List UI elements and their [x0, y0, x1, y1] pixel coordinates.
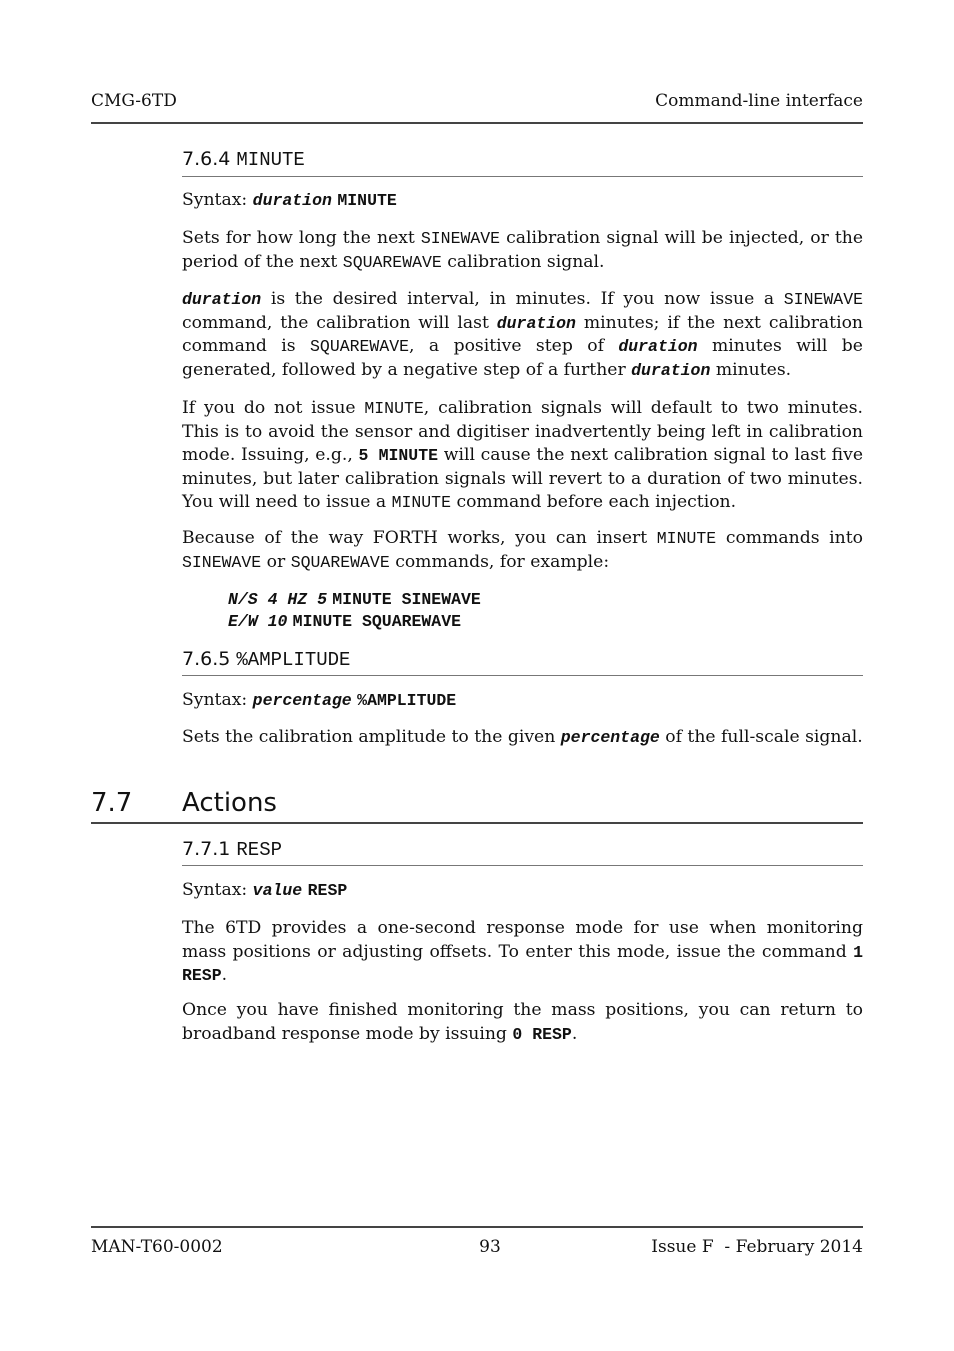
subsection-heading-7-6-5 — [182, 648, 350, 671]
syntax-line — [182, 190, 397, 210]
paragraph: Once you have finished monitoring the mass positions, you can return to broadband response mode by issuing 0 RESP. — [182, 1000, 863, 1044]
paragraph: If you do not issue MINUTE, calibration signals will default to two minutes. This is to avoid the sensor and digitiser inadvertently being left in calibration mode. Issuing, e.g., 5 MINUTE will cause the next calibration signal to last five minutes, but later calibration signals will revert to a duration of two minutes. You will need to issue a MINUTE command before each injection. — [182, 398, 864, 513]
header-doc-id: CMG-6TD — [91, 91, 177, 111]
paragraph: Sets the calibration amplitude to the given percentage of the full-scale signal. — [182, 727, 863, 747]
section-title: Actions — [182, 788, 277, 818]
subsection-rule — [182, 675, 863, 676]
header-rule — [91, 122, 863, 124]
syntax-line — [182, 690, 456, 710]
subsection-rule — [182, 176, 863, 177]
syntax-keyword: %AMPLITUDE — [357, 691, 457, 710]
paragraph: duration is the desired interval, in minutes. If you now issue a SINEWAVE command, the calibration will last duration minutes; if the next calibration command is SQUAREWAVE, a positive step of duration minutes will be generated, followed by a negative step of a further duration minutes. — [182, 289, 863, 380]
syntax-arg: value — [252, 881, 303, 900]
subsection-heading-7-7-1 — [182, 838, 282, 861]
syntax-keyword: RESP — [307, 881, 348, 900]
subsection-keyword: %AMPLITUDE — [236, 649, 351, 671]
code-example-line: N/S 4 HZ 5 MINUTE SINEWAVE — [228, 590, 481, 609]
paragraph: The 6TD provides a one-second response mode for use when monitoring mass positions or adjusting offsets. To enter this mode, issue the command 1 RESP. — [182, 918, 863, 986]
subsection-number: 7.6.4 — [182, 148, 231, 170]
syntax-keyword: MINUTE — [337, 191, 397, 210]
subsection-keyword: RESP — [236, 839, 283, 861]
subsection-keyword: MINUTE — [236, 149, 305, 171]
footer-doc-number: MAN-T60-0002 — [91, 1237, 223, 1257]
syntax-label: Syntax: — [182, 190, 248, 210]
syntax-arg: percentage — [252, 691, 352, 710]
footer-rule — [91, 1226, 863, 1228]
subsection-number: 7.6.5 — [182, 648, 231, 670]
syntax-arg: duration — [252, 191, 332, 210]
footer-issue: Issue F - February 2014 — [651, 1237, 863, 1257]
subsection-number: 7.7.1 — [182, 838, 231, 860]
header-chapter: Command-line interface — [655, 91, 863, 111]
subsection-heading-7-6-4 — [182, 148, 305, 171]
paragraph: Because of the way FORTH works, you can insert MINUTE commands into SINEWAVE or SQUAREWAVE commands, for example: — [182, 528, 863, 572]
paragraph: Sets for how long the next SINEWAVE calibration signal will be injected, or the period of the next SQUAREWAVE calibration signal. — [182, 228, 863, 272]
subsection-rule — [182, 865, 863, 866]
section-rule — [91, 822, 863, 824]
code-example-line: E/W 10 MINUTE SQUAREWAVE — [228, 612, 461, 631]
syntax-label: Syntax: — [182, 880, 248, 900]
syntax-label: Syntax: — [182, 690, 248, 710]
page-number: 93 — [479, 1237, 501, 1257]
syntax-line — [182, 880, 347, 900]
section-number: 7.7 — [91, 788, 133, 818]
